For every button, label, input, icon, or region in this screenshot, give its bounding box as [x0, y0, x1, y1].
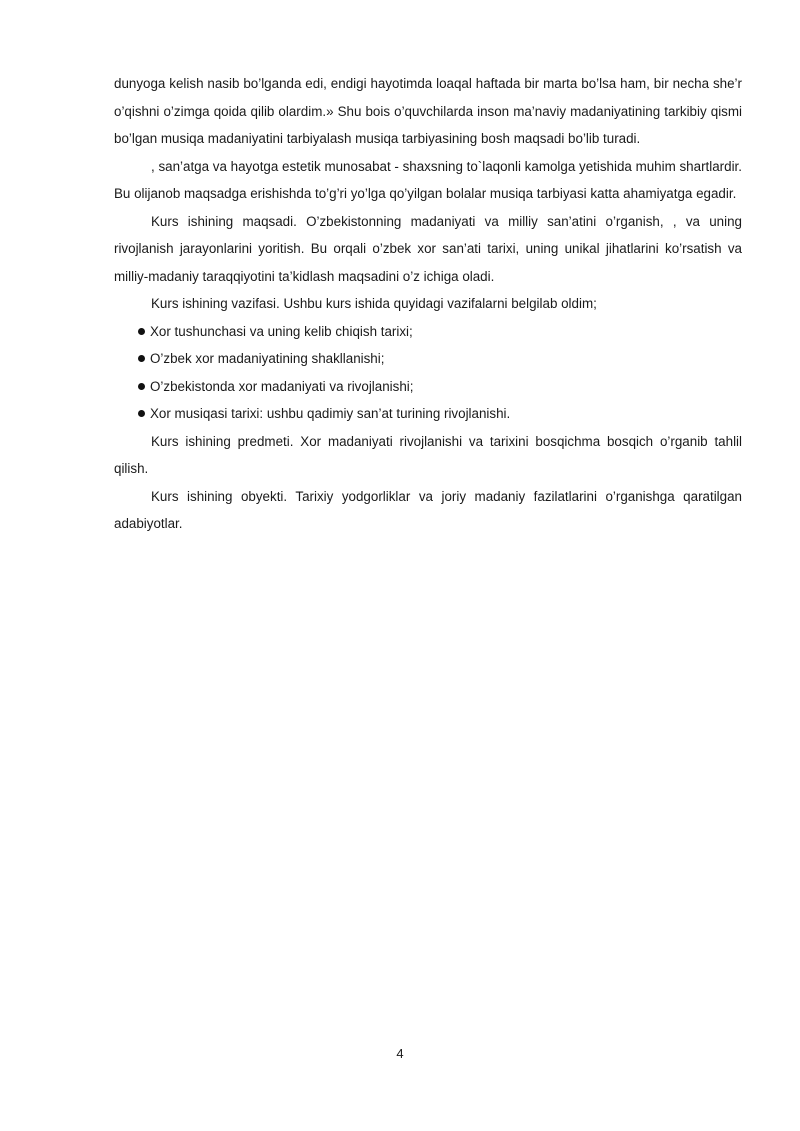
- list-item-text: Xor musiqasi tarixi: ushbu qadimiy san’at turining rivojlanishi.: [150, 406, 511, 421]
- bullet-icon: [138, 328, 145, 335]
- bullet-icon: [138, 383, 145, 390]
- bullet-icon: [138, 410, 145, 417]
- paragraph-intro-continuation: dunyoga kelish nasib bo’lganda edi, endigi hayotimda loaqal haftada bir marta bo’lsa ham, bir necha she’r o’qishni o’zimga qoida qilib olardim.» Shu bois o’quvchilarda inson ma’naviy madaniyatining tarkibiy qismi bo’lgan musiqa madaniyatini tarbiyalash musiqa tarbiyasining bosh maqsadi bo’lib turadi.: [114, 76, 742, 146]
- list-item: [114, 400, 742, 428]
- paragraph-course-tasks: Kurs ishining vazifasi. Ushbu kurs ishida quyidagi vazifalarni belgilab oldim;: [151, 296, 597, 311]
- list-item-text: O’zbekistonda xor madaniyati va rivojlanishi;: [150, 378, 414, 394]
- page-number: 4: [396, 1046, 404, 1061]
- list-item: [114, 318, 742, 346]
- list-item: [114, 373, 742, 401]
- task-bullet-list: [114, 318, 742, 428]
- bullet-icon: [138, 355, 145, 362]
- paragraph-aesthetic-attitude: , san’atga va hayotga estetik munosabat - shaxsning to`laqonli kamolga yetishida muhim shartlardir. Bu olijanob maqsadga erishishda to’g’ri yo’lga qo’yilgan bolalar musiqa tarbiyasi katta ahamiyatga egadir.: [114, 158, 742, 201]
- page-body: [114, 70, 742, 538]
- list-item: [114, 345, 742, 373]
- paragraph-course-subject: Kurs ishining predmeti. Xor madaniyati rivojlanishi va tarixini bosqichma bosqich o’rganib tahlil qilish.: [114, 433, 742, 476]
- paragraph-course-goal: Kurs ishining maqsadi. O’zbekistonning madaniyati va milliy san’atini o’rganish, , va uning rivojlanish jarayonlarini yoritish. Bu orqali o’zbek xor san’ati tarixi, uning unikal jihatlarini ko’rsatish va milliy-madaniy taraqqiyotini ta’kidlash maqsadini o’z ichiga oladi.: [114, 213, 742, 284]
- list-item-text: Xor tushunchasi va uning kelib chiqish tarixi;: [150, 323, 413, 339]
- list-item-text: O’zbek xor madaniyatining shakllanishi;: [150, 351, 385, 366]
- paragraph-course-object: Kurs ishining obyekti. Tarixiy yodgorliklar va joriy madaniy fazilatlarini o’rganishga qaratilgan adabiyotlar.: [114, 488, 742, 531]
